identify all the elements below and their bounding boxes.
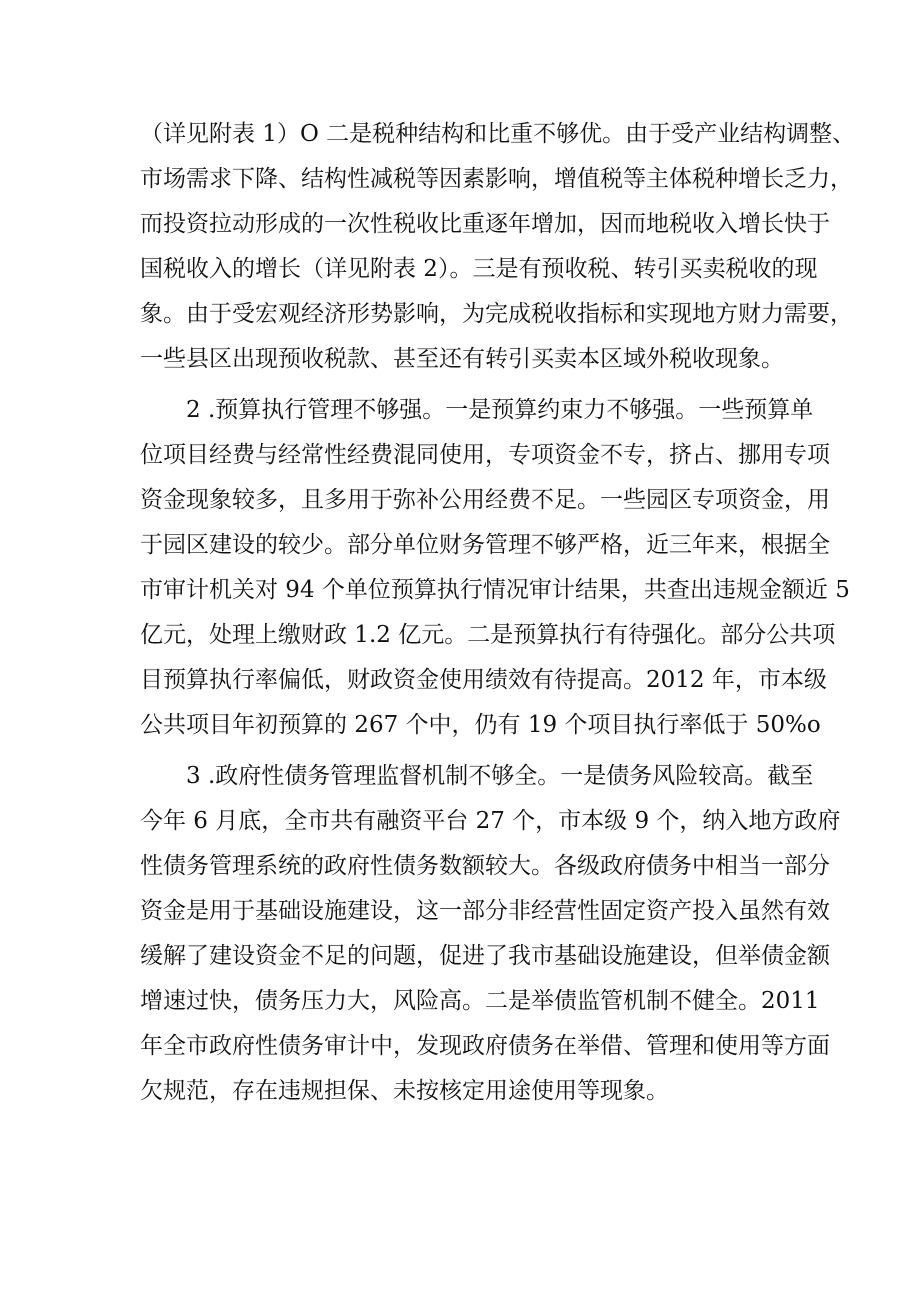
text-line: 目预算执行率偏低，财政资金使用绩效有待提高。2012 年，市本级	[140, 667, 827, 693]
text-line: 3 .政府性债务管理监督机制不够全。一是债务风险较高。截至	[186, 763, 814, 789]
text-line: 增速过快，债务压力大，风险高。二是举债监管机制不健全。2011	[140, 988, 820, 1014]
text-line: 位项目经费与经常性经费混同使用，专项资金不专，挤占、挪用专项	[140, 442, 830, 468]
text-line: 性债务管理系统的政府性债务数额较大。各级政府债务中相当一部分	[140, 853, 830, 879]
text-line: 市审计机关对 94 个单位预算执行情况审计结果，共查出违规金额近 5	[140, 577, 850, 603]
text-line: 国税收入的增长（详见附表 2）。三是有预收税、转引买卖税收的现	[140, 256, 818, 282]
text-line: 缓解了建设资金不足的问题，促进了我市基础设施建设，但举债金额	[140, 943, 830, 969]
text-line: 今年 6 月底，全市共有融资平台 27 个，市本级 9 个，纳入地方政府	[140, 808, 841, 834]
text-line: 而投资拉动形成的一次性税收比重逐年增加，因而地税收入增长快于	[140, 211, 830, 237]
text-line: 资金现象较多，且多用于弥补公用经费不足。一些园区专项资金，用	[140, 487, 830, 513]
paragraph-budget-execution	[140, 388, 850, 748]
text-line: 欠规范，存在违规担保、未按核定用途使用等现象。	[140, 1078, 669, 1104]
text-line: 市场需求下降、结构性减税等因素影响，增值税等主体税种增长乏力，	[140, 166, 853, 192]
text-line: 2 .预算执行管理不够强。一是预算约束力不够强。一些预算单	[186, 397, 814, 423]
text-line: 亿元，处理上缴财政 1.2 亿元。二是预算执行有待强化。部分公共项	[140, 622, 836, 648]
text-line: 一些县区出现预收税款、甚至还有转引买卖本区域外税收现象。	[140, 346, 784, 372]
text-line: 于园区建设的较少。部分单位财务管理不够严格，近三年来，根据全	[140, 532, 830, 558]
text-line: 资金是用于基础设施建设，这一部分非经营性固定资产投入虽然有效	[140, 898, 830, 924]
document-body	[140, 112, 856, 1114]
text-line: （详见附表 1）O 二是税种结构和比重不够优。由于受产业结构调整、	[140, 121, 856, 147]
text-line: 年全市政府性债务审计中，发现政府债务在举借、管理和使用等方面	[140, 1033, 830, 1059]
paragraph-tax-structure	[140, 112, 856, 382]
text-line: 公共项目年初预算的 267 个中，仍有 19 个项目执行率低于 50%o	[140, 712, 821, 738]
text-line: 象。由于受宏观经济形势影响，为完成税收指标和实现地方财力需要，	[140, 301, 853, 327]
paragraph-government-debt	[140, 754, 841, 1114]
